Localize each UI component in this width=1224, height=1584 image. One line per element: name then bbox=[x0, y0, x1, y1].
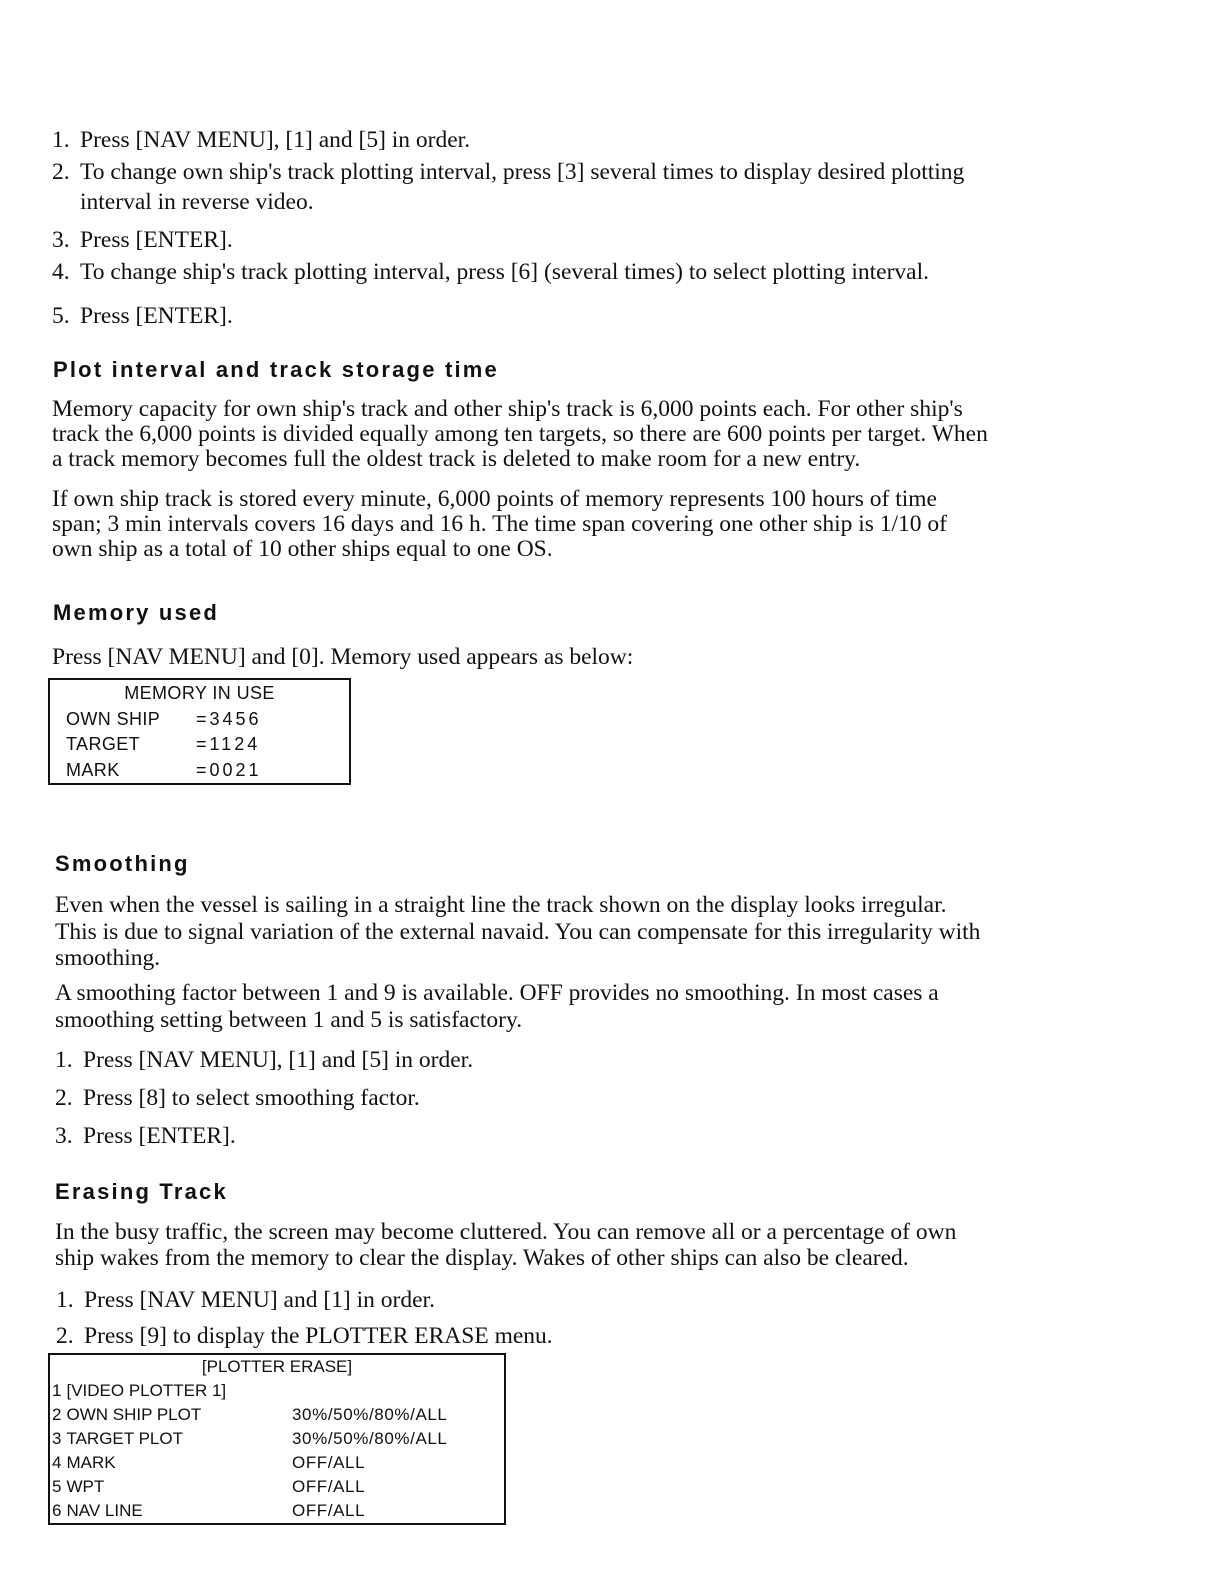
paragraph-line: In the busy traffic, the screen may become cluttered. You can remove all or a percentage of own bbox=[55, 1219, 957, 1245]
display-label: OWN SHIP bbox=[66, 708, 161, 729]
menu-item-label: MARK bbox=[66, 1453, 116, 1472]
paragraph-smoothing-factor bbox=[55, 980, 939, 1034]
step-text-line: Press [ENTER]. bbox=[83, 1123, 236, 1149]
menu-row bbox=[50, 1499, 504, 1523]
menu-item-number: 5 bbox=[52, 1477, 62, 1496]
menu-row bbox=[50, 1379, 504, 1403]
step-text bbox=[83, 1122, 236, 1150]
step-text-line: Press [NAV MENU] and [1] in order. bbox=[84, 1287, 435, 1313]
display-label: MARK bbox=[66, 759, 120, 780]
step-item bbox=[55, 1046, 473, 1074]
step-item bbox=[56, 1286, 435, 1314]
menu-row bbox=[50, 1451, 504, 1475]
menu-item bbox=[50, 1379, 292, 1403]
menu-item-number: 3 bbox=[52, 1429, 62, 1448]
menu-item bbox=[50, 1475, 292, 1499]
step-item bbox=[52, 302, 233, 330]
menu-item-number: 4 bbox=[52, 1453, 62, 1472]
step-number: 4. bbox=[52, 259, 70, 285]
step-item bbox=[56, 1322, 553, 1350]
step-text bbox=[80, 157, 964, 217]
step-number: 1. bbox=[56, 1287, 74, 1313]
memory-in-use-display bbox=[48, 678, 351, 785]
step-text bbox=[80, 226, 233, 254]
step-text bbox=[80, 302, 233, 330]
menu-item-options: 30%/50%/80%/ALL bbox=[292, 1429, 448, 1448]
menu-item-number: 2 bbox=[52, 1405, 62, 1424]
paragraph-line: Press [NAV MENU] and [0]. Memory used appears as below: bbox=[52, 644, 634, 670]
step-text-line: To change ship's track plotting interval, press [6] (several times) to select plotting interval. bbox=[80, 259, 930, 285]
step-item bbox=[55, 1122, 236, 1150]
paragraph-memory-used bbox=[52, 645, 633, 670]
step-item bbox=[52, 157, 964, 217]
menu-row bbox=[50, 1427, 504, 1451]
section-heading-erasing-track: Erasing Track bbox=[55, 1179, 228, 1204]
step-number: 1. bbox=[55, 1047, 73, 1073]
step-number: 3. bbox=[55, 1123, 73, 1149]
paragraph-erasing-track bbox=[55, 1219, 956, 1271]
step-text bbox=[84, 1286, 435, 1314]
display-label: TARGET bbox=[66, 734, 141, 755]
step-item bbox=[52, 258, 929, 286]
step-number: 1. bbox=[52, 127, 70, 153]
step-number: 5. bbox=[52, 303, 70, 329]
menu-item-options: OFF/ALL bbox=[292, 1501, 366, 1520]
paragraph-line: track the 6,000 points is divided equally among ten targets, so there are 600 points per target. When bbox=[52, 421, 988, 447]
paragraph-line: smoothing. bbox=[55, 945, 161, 971]
step-text-line: Press [9] to display the PLOTTER ERASE menu. bbox=[84, 1323, 553, 1349]
menu-item bbox=[50, 1403, 292, 1427]
step-number: 3. bbox=[52, 227, 70, 253]
step-item bbox=[52, 126, 470, 154]
menu-item bbox=[50, 1499, 292, 1523]
paragraph-line: own ship as a total of 10 other ships equal to one OS. bbox=[52, 536, 553, 562]
menu-item bbox=[50, 1451, 292, 1475]
display-value: =1124 bbox=[196, 734, 261, 755]
paragraph-line: ship wakes from the memory to clear the display. Wakes of other ships can also be cleared. bbox=[55, 1245, 909, 1271]
menu-item-label: WPT bbox=[66, 1477, 105, 1496]
step-text-line: To change own ship's track plotting interval, press [3] several times to display desired plotting bbox=[80, 159, 965, 185]
menu-item-options: OFF/ALL bbox=[292, 1477, 366, 1496]
step-number: 2. bbox=[55, 1085, 73, 1111]
step-item bbox=[55, 1084, 420, 1112]
step-text-line: Press [ENTER]. bbox=[80, 303, 233, 329]
display-row bbox=[50, 707, 349, 733]
paragraph-line: span; 3 min intervals covers 16 days and 16 h. The time span covering one other ship is 1/10 of bbox=[52, 511, 948, 537]
menu-item-label: [VIDEO PLOTTER 1] bbox=[66, 1381, 227, 1400]
display-row bbox=[50, 732, 349, 758]
paragraph-storage-time bbox=[52, 487, 947, 562]
paragraph-line: If own ship track is stored every minute, 6,000 points of memory represents 100 hours of time bbox=[52, 486, 937, 512]
paragraph-line: smoothing setting between 1 and 5 is satisfactory. bbox=[55, 1007, 523, 1033]
display-value: =3456 bbox=[196, 708, 262, 729]
menu-item-options: 30%/50%/80%/ALL bbox=[292, 1405, 448, 1424]
step-text-line: Press [ENTER]. bbox=[80, 227, 233, 253]
menu-item-number: 1 bbox=[52, 1381, 62, 1400]
menu-item-number: 6 bbox=[52, 1501, 62, 1520]
step-text bbox=[83, 1046, 473, 1074]
menu-title: [PLOTTER ERASE] bbox=[201, 1357, 353, 1376]
plotter-erase-menu bbox=[48, 1353, 506, 1525]
menu-item-label: OWN SHIP PLOT bbox=[66, 1405, 202, 1424]
section-heading-memory-used: Memory used bbox=[53, 600, 220, 625]
paragraph-line: Even when the vessel is sailing in a straight line the track shown on the display looks irregular. bbox=[55, 892, 947, 918]
paragraph-memory-capacity bbox=[52, 397, 988, 472]
display-value: =0021 bbox=[196, 759, 262, 780]
paragraph-line: This is due to signal variation of the external navaid. You can compensate for this irregularity with bbox=[55, 918, 981, 945]
step-text bbox=[80, 258, 929, 286]
paragraph-line: Memory capacity for own ship's track and other ship's track is 6,000 points each. For other ship's bbox=[52, 396, 963, 422]
step-number: 2. bbox=[56, 1323, 74, 1349]
step-number: 2. bbox=[52, 159, 70, 185]
step-text-line: interval in reverse video. bbox=[80, 189, 314, 215]
display-title: MEMORY IN USE bbox=[124, 683, 275, 703]
step-text bbox=[80, 126, 470, 154]
paragraph-smoothing-intro bbox=[55, 892, 980, 972]
step-text bbox=[84, 1322, 553, 1350]
menu-item-label: TARGET PLOT bbox=[66, 1429, 183, 1448]
menu-row bbox=[50, 1403, 504, 1427]
section-heading-plot-interval: Plot interval and track storage time bbox=[53, 357, 499, 382]
section-heading-smoothing: Smoothing bbox=[55, 851, 190, 876]
paragraph-line: a track memory becomes full the oldest track is deleted to make room for a new entry. bbox=[52, 446, 861, 472]
menu-item-label: NAV LINE bbox=[66, 1501, 143, 1520]
paragraph-line: A smoothing factor between 1 and 9 is available. OFF provides no smoothing. In most cases a bbox=[55, 980, 939, 1006]
display-row bbox=[50, 758, 349, 784]
menu-item bbox=[50, 1427, 292, 1451]
menu-row bbox=[50, 1475, 504, 1499]
step-text-line: Press [NAV MENU], [1] and [5] in order. bbox=[83, 1047, 474, 1073]
step-item bbox=[52, 226, 233, 254]
step-text bbox=[83, 1084, 420, 1112]
step-text-line: Press [NAV MENU], [1] and [5] in order. bbox=[80, 127, 471, 153]
menu-item-options: OFF/ALL bbox=[292, 1453, 366, 1472]
step-text-line: Press [8] to select smoothing factor. bbox=[83, 1085, 420, 1111]
